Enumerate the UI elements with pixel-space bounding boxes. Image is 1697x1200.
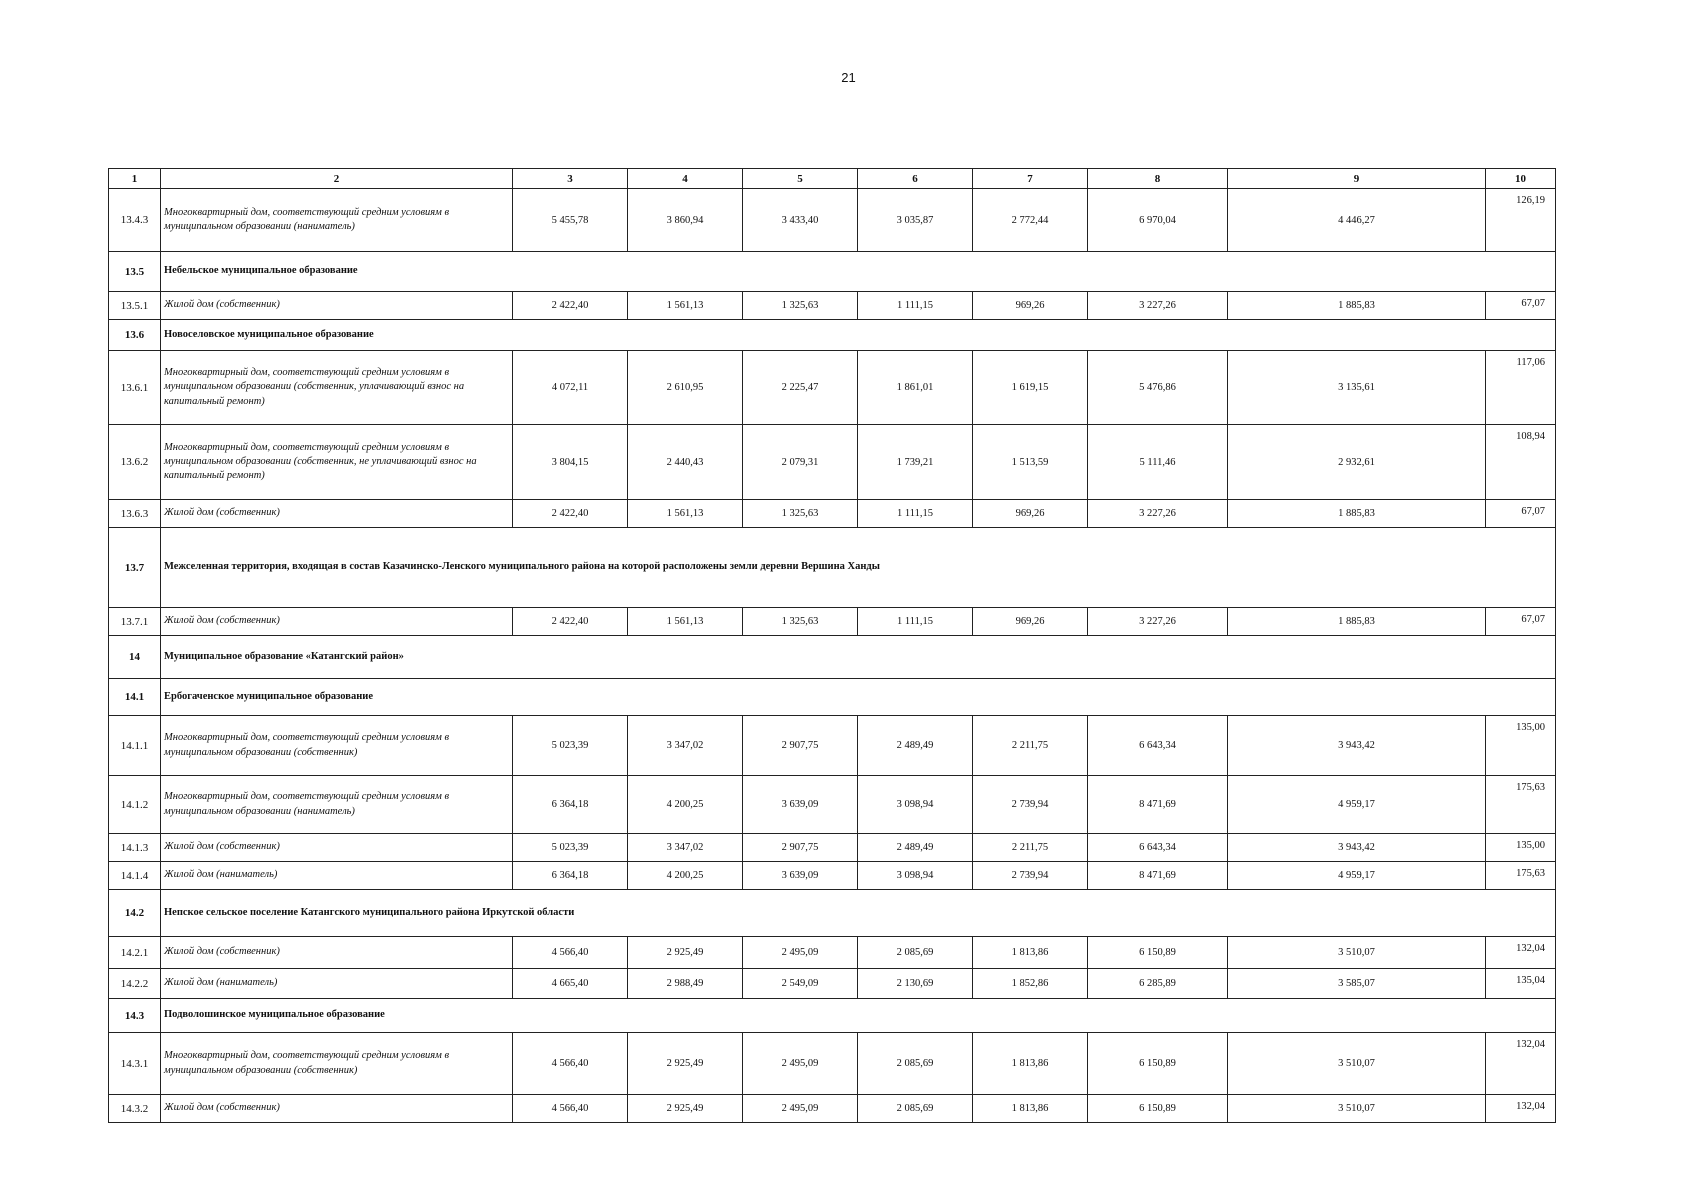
- value-cell-col-5: 1 325,63: [743, 500, 858, 528]
- row-code: 14.2.1: [109, 937, 161, 969]
- value-cell-col-9: 4 959,17: [1228, 776, 1486, 834]
- value-cell-col-7: 1 619,15: [973, 351, 1088, 425]
- row-code: 13.7: [109, 528, 161, 608]
- value-cell-col-9: 1 885,83: [1228, 608, 1486, 636]
- row-description: Жилой дом (собственник): [161, 834, 513, 862]
- row-code: 14.3: [109, 999, 161, 1033]
- value-cell-col-7: 1 813,86: [973, 1033, 1088, 1095]
- table-row: [109, 425, 1556, 500]
- value-cell-col-9: 3 585,07: [1228, 969, 1486, 999]
- value-cell-col-6: 1 739,21: [858, 425, 973, 500]
- value-cell-col-8: 5 476,86: [1088, 351, 1228, 425]
- value-cell-col-4: 2 610,95: [628, 351, 743, 425]
- value-cell-col-4: 2 988,49: [628, 969, 743, 999]
- value-cell-col-4: 2 925,49: [628, 1033, 743, 1095]
- row-description: Многоквартирный дом, соответствующий средним условиям в муниципальном образовании (собственник): [161, 1033, 513, 1095]
- value-cell-col-8: 6 150,89: [1088, 1033, 1228, 1095]
- value-cell-col-9: 4 446,27: [1228, 189, 1486, 252]
- section-row: [109, 528, 1556, 608]
- value-cell-col-8: 3 227,26: [1088, 608, 1228, 636]
- section-title: Муниципальное образование «Катангский район»: [161, 636, 1556, 679]
- value-cell-col-4: 2 925,49: [628, 1095, 743, 1123]
- value-cell-col-8: 6 285,89: [1088, 969, 1228, 999]
- value-cell-col-6: 2 085,69: [858, 1095, 973, 1123]
- table-row: [109, 500, 1556, 528]
- row-code: 14.2.2: [109, 969, 161, 999]
- value-cell-col-6: 1 111,15: [858, 292, 973, 320]
- value-cell-col-10: 108,94: [1486, 425, 1556, 500]
- value-cell-col-3: 4 665,40: [513, 969, 628, 999]
- value-cell-col-6: 3 098,94: [858, 776, 973, 834]
- row-description: Жилой дом (наниматель): [161, 969, 513, 999]
- value-cell-col-3: 2 422,40: [513, 500, 628, 528]
- row-description: Многоквартирный дом, соответствующий средним условиям в муниципальном образовании (собственник, не уплачивающий взнос на капитальный ремонт): [161, 425, 513, 500]
- section-title: Ербогаченское муниципальное образование: [161, 679, 1556, 716]
- value-cell-col-5: 2 549,09: [743, 969, 858, 999]
- row-description: Многоквартирный дом, соответствующий средним условиям в муниципальном образовании (наниматель): [161, 776, 513, 834]
- value-cell-col-4: 4 200,25: [628, 862, 743, 890]
- value-cell-col-3: 2 422,40: [513, 292, 628, 320]
- table-row: [109, 608, 1556, 636]
- row-code: 14.1.1: [109, 716, 161, 776]
- value-cell-col-4: 3 347,02: [628, 716, 743, 776]
- row-description: Жилой дом (наниматель): [161, 862, 513, 890]
- value-cell-col-6: 2 489,49: [858, 834, 973, 862]
- row-code: 13.6: [109, 320, 161, 351]
- value-cell-col-7: 2 772,44: [973, 189, 1088, 252]
- value-cell-col-8: 6 643,34: [1088, 716, 1228, 776]
- section-title: Непское сельское поселение Катангского муниципального района Иркутской области: [161, 890, 1556, 937]
- value-cell-col-4: 1 561,13: [628, 500, 743, 528]
- value-cell-col-3: 3 804,15: [513, 425, 628, 500]
- value-cell-col-10: 117,06: [1486, 351, 1556, 425]
- table-row: [109, 716, 1556, 776]
- value-cell-col-5: 1 325,63: [743, 292, 858, 320]
- section-row: [109, 320, 1556, 351]
- value-cell-col-5: 2 495,09: [743, 937, 858, 969]
- row-description: Многоквартирный дом, соответствующий средним условиям в муниципальном образовании (собственник, уплачивающий взнос на капитальный ремонт): [161, 351, 513, 425]
- value-cell-col-5: 1 325,63: [743, 608, 858, 636]
- value-cell-col-3: 4 566,40: [513, 1033, 628, 1095]
- row-description: Многоквартирный дом, соответствующий средним условиям в муниципальном образовании (собственник): [161, 716, 513, 776]
- value-cell-col-6: 1 111,15: [858, 500, 973, 528]
- value-cell-col-6: 2 489,49: [858, 716, 973, 776]
- section-row: [109, 679, 1556, 716]
- value-cell-col-5: 2 907,75: [743, 716, 858, 776]
- value-cell-col-3: 4 566,40: [513, 1095, 628, 1123]
- column-header-7: 7: [973, 169, 1088, 189]
- value-cell-col-3: 4 566,40: [513, 937, 628, 969]
- column-header-10: 10: [1486, 169, 1556, 189]
- value-cell-col-5: 2 079,31: [743, 425, 858, 500]
- value-cell-col-9: 2 932,61: [1228, 425, 1486, 500]
- value-cell-col-7: 969,26: [973, 292, 1088, 320]
- value-cell-col-8: 6 970,04: [1088, 189, 1228, 252]
- section-title: Новоселовское муниципальное образование: [161, 320, 1556, 351]
- value-cell-col-6: 1 861,01: [858, 351, 973, 425]
- row-description: Жилой дом (собственник): [161, 1095, 513, 1123]
- value-cell-col-10: 132,04: [1486, 937, 1556, 969]
- value-cell-col-4: 1 561,13: [628, 292, 743, 320]
- value-cell-col-9: 1 885,83: [1228, 292, 1486, 320]
- column-header-2: 2: [161, 169, 513, 189]
- table-row: [109, 834, 1556, 862]
- value-cell-col-7: 2 739,94: [973, 776, 1088, 834]
- value-cell-col-8: 6 150,89: [1088, 1095, 1228, 1123]
- value-cell-col-5: 2 225,47: [743, 351, 858, 425]
- value-cell-col-4: 3 347,02: [628, 834, 743, 862]
- table-header: [109, 169, 1556, 189]
- value-cell-col-10: 135,00: [1486, 834, 1556, 862]
- column-header-4: 4: [628, 169, 743, 189]
- value-cell-col-7: 2 739,94: [973, 862, 1088, 890]
- value-cell-col-10: 135,00: [1486, 716, 1556, 776]
- table-row: [109, 292, 1556, 320]
- section-row: [109, 999, 1556, 1033]
- value-cell-col-7: 969,26: [973, 608, 1088, 636]
- table-body: [109, 189, 1556, 1123]
- value-cell-col-10: 175,63: [1486, 862, 1556, 890]
- column-header-9: 9: [1228, 169, 1486, 189]
- value-cell-col-6: 2 085,69: [858, 937, 973, 969]
- value-cell-col-8: 6 150,89: [1088, 937, 1228, 969]
- value-cell-col-9: 3 135,61: [1228, 351, 1486, 425]
- value-cell-col-6: 2 085,69: [858, 1033, 973, 1095]
- value-cell-col-7: 1 513,59: [973, 425, 1088, 500]
- value-cell-col-5: 3 639,09: [743, 862, 858, 890]
- row-code: 14.3.1: [109, 1033, 161, 1095]
- value-cell-col-4: 2 440,43: [628, 425, 743, 500]
- table-row: [109, 1095, 1556, 1123]
- section-row: [109, 636, 1556, 679]
- value-cell-col-4: 3 860,94: [628, 189, 743, 252]
- page-number: 21: [841, 70, 856, 85]
- row-code: 14.1.3: [109, 834, 161, 862]
- row-code: 13.6.3: [109, 500, 161, 528]
- value-cell-col-8: 3 227,26: [1088, 500, 1228, 528]
- value-cell-col-8: 5 111,46: [1088, 425, 1228, 500]
- value-cell-col-9: 3 510,07: [1228, 937, 1486, 969]
- tariff-table: [108, 168, 1556, 1123]
- value-cell-col-7: 2 211,75: [973, 716, 1088, 776]
- value-cell-col-8: 8 471,69: [1088, 862, 1228, 890]
- value-cell-col-8: 8 471,69: [1088, 776, 1228, 834]
- value-cell-col-9: 3 510,07: [1228, 1095, 1486, 1123]
- column-header-5: 5: [743, 169, 858, 189]
- value-cell-col-3: 6 364,18: [513, 776, 628, 834]
- row-code: 14.3.2: [109, 1095, 161, 1123]
- value-cell-col-5: 3 433,40: [743, 189, 858, 252]
- value-cell-col-3: 4 072,11: [513, 351, 628, 425]
- row-code: 13.6.2: [109, 425, 161, 500]
- value-cell-col-7: 1 813,86: [973, 1095, 1088, 1123]
- column-header-3: 3: [513, 169, 628, 189]
- value-cell-col-10: 67,07: [1486, 292, 1556, 320]
- value-cell-col-8: 3 227,26: [1088, 292, 1228, 320]
- value-cell-col-10: 67,07: [1486, 500, 1556, 528]
- value-cell-col-7: 2 211,75: [973, 834, 1088, 862]
- row-code: 13.6.1: [109, 351, 161, 425]
- value-cell-col-10: 135,04: [1486, 969, 1556, 999]
- value-cell-col-3: 5 023,39: [513, 834, 628, 862]
- value-cell-col-8: 6 643,34: [1088, 834, 1228, 862]
- value-cell-col-6: 3 098,94: [858, 862, 973, 890]
- value-cell-col-7: 1 852,86: [973, 969, 1088, 999]
- table-row: [109, 1033, 1556, 1095]
- row-code: 14.1.4: [109, 862, 161, 890]
- table-row: [109, 862, 1556, 890]
- value-cell-col-10: 67,07: [1486, 608, 1556, 636]
- value-cell-col-5: 3 639,09: [743, 776, 858, 834]
- row-code: 13.5.1: [109, 292, 161, 320]
- row-description: Жилой дом (собственник): [161, 292, 513, 320]
- value-cell-col-3: 5 455,78: [513, 189, 628, 252]
- column-header-6: 6: [858, 169, 973, 189]
- value-cell-col-3: 2 422,40: [513, 608, 628, 636]
- section-title: Подволошинское муниципальное образование: [161, 999, 1556, 1033]
- row-description: Жилой дом (собственник): [161, 500, 513, 528]
- value-cell-col-10: 132,04: [1486, 1033, 1556, 1095]
- row-description: Жилой дом (собственник): [161, 937, 513, 969]
- value-cell-col-9: 3 943,42: [1228, 834, 1486, 862]
- value-cell-col-9: 3 943,42: [1228, 716, 1486, 776]
- row-code: 14.2: [109, 890, 161, 937]
- row-description: Жилой дом (собственник): [161, 608, 513, 636]
- value-cell-col-5: 2 495,09: [743, 1033, 858, 1095]
- value-cell-col-7: 969,26: [973, 500, 1088, 528]
- value-cell-col-4: 2 925,49: [628, 937, 743, 969]
- table-row: [109, 351, 1556, 425]
- value-cell-col-10: 132,04: [1486, 1095, 1556, 1123]
- value-cell-col-9: 1 885,83: [1228, 500, 1486, 528]
- value-cell-col-6: 2 130,69: [858, 969, 973, 999]
- table-row: [109, 189, 1556, 252]
- table-row: [109, 776, 1556, 834]
- table-row: [109, 969, 1556, 999]
- section-row: [109, 890, 1556, 937]
- section-row: [109, 252, 1556, 292]
- value-cell-col-5: 2 495,09: [743, 1095, 858, 1123]
- row-code: 13.4.3: [109, 189, 161, 252]
- row-code: 14: [109, 636, 161, 679]
- row-code: 13.7.1: [109, 608, 161, 636]
- value-cell-col-6: 3 035,87: [858, 189, 973, 252]
- value-cell-col-9: 3 510,07: [1228, 1033, 1486, 1095]
- row-description: Многоквартирный дом, соответствующий средним условиям в муниципальном образовании (наниматель): [161, 189, 513, 252]
- row-code: 14.1: [109, 679, 161, 716]
- value-cell-col-7: 1 813,86: [973, 937, 1088, 969]
- section-title: Межселенная территория, входящая в состав Казачинско-Ленского муниципального района на которой расположены земли деревни Вершина Ханды: [161, 528, 1556, 608]
- value-cell-col-9: 4 959,17: [1228, 862, 1486, 890]
- table-row: [109, 937, 1556, 969]
- column-header-1: 1: [109, 169, 161, 189]
- column-header-8: 8: [1088, 169, 1228, 189]
- value-cell-col-3: 5 023,39: [513, 716, 628, 776]
- value-cell-col-4: 1 561,13: [628, 608, 743, 636]
- value-cell-col-10: 175,63: [1486, 776, 1556, 834]
- value-cell-col-6: 1 111,15: [858, 608, 973, 636]
- value-cell-col-4: 4 200,25: [628, 776, 743, 834]
- row-code: 13.5: [109, 252, 161, 292]
- section-title: Небельское муниципальное образование: [161, 252, 1556, 292]
- value-cell-col-3: 6 364,18: [513, 862, 628, 890]
- value-cell-col-10: 126,19: [1486, 189, 1556, 252]
- row-code: 14.1.2: [109, 776, 161, 834]
- value-cell-col-5: 2 907,75: [743, 834, 858, 862]
